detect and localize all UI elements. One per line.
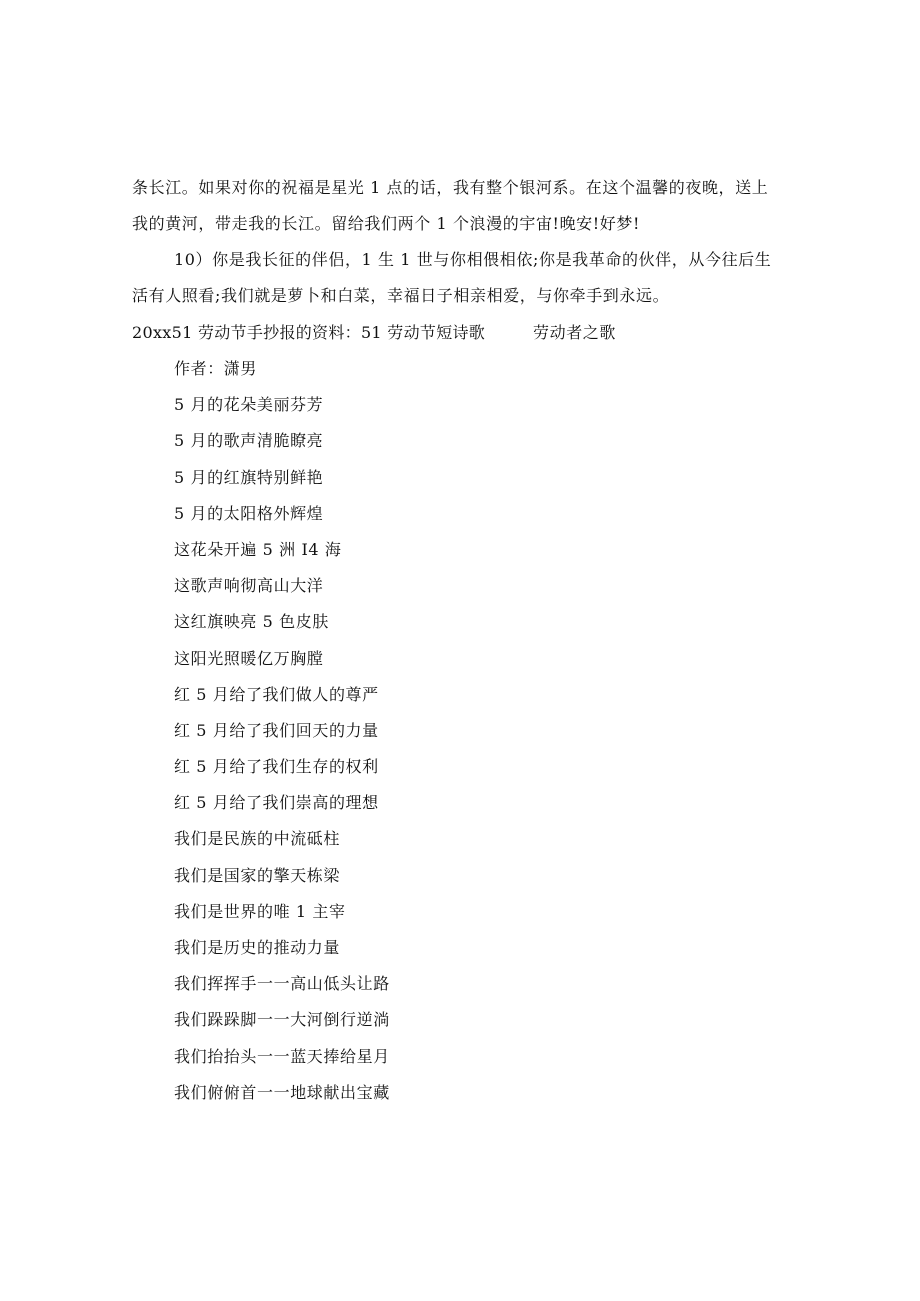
poem-line: 红 5 月给了我们崇高的理想: [174, 793, 379, 813]
paragraph-1-line-1: 条长江。如果对你的祝福是星光 1 点的话，我有整个银河系。在这个温馨的夜晚，送上: [132, 178, 769, 197]
paragraph-1-line-2: 我的黄河，带走我的长江。留给我们两个 1 个浪漫的宇宙!晚安!好梦!: [132, 214, 641, 233]
poem-line: 5 月的红旗特别鲜艳: [174, 467, 324, 487]
poem-line: 我们跺跺脚一一大河倒行逆淌: [174, 1010, 390, 1030]
poem-line: 这阳光照暖亿万胸膛: [174, 648, 324, 668]
poem-line: 这红旗映亮 5 色皮肤: [174, 612, 329, 632]
poem-line: 红 5 月给了我们回天的力量: [174, 720, 379, 740]
poem-body: [174, 359, 390, 1119]
poem-line: 5 月的歌声清脆瞭亮: [174, 431, 324, 451]
poem-line: 我们是国家的擎天栋梁: [174, 865, 341, 885]
poem-line: 这歌声响彻高山大洋: [174, 576, 324, 596]
poem-line: 我们抬抬头一一蓝天捧给星月: [174, 1046, 390, 1066]
poem-line: 我们挥挥手一一高山低头让路: [174, 974, 390, 994]
poem-author-line: 作者：潇男: [174, 359, 258, 378]
poem-line: 我们是历史的推动力量: [174, 938, 341, 957]
poem-line: 我们俯俯首一一地球献出宝藏: [174, 1082, 390, 1102]
paragraph-2-line-1: 10）你是我长征的伴侣，1 生 1 世与你相偎相依;你是我革命的伙伴，从今往后生: [174, 250, 772, 269]
paragraph-2-line-2: 活有人照看;我们就是萝卜和白菜，幸福日子相亲相爱，与你牵手到永远。: [132, 286, 670, 305]
poem-line: 5 月的太阳格外辉煌: [174, 503, 324, 523]
poem-line: 红 5 月给了我们生存的权利: [174, 757, 379, 777]
poem-line: 我们是世界的唯 1 主宰: [174, 901, 346, 921]
poem-title: 劳动者之歌: [533, 323, 617, 342]
poem-line: 红 5 月给了我们做人的尊严: [174, 684, 379, 704]
poem-line: 这花朵开遍 5 洲 I4 海: [174, 539, 342, 559]
section-heading: 20xx51 劳动节手抄报的资料：51 劳动节短诗歌: [132, 323, 486, 342]
poem-line: 5 月的花朵美丽芬芳: [174, 395, 324, 415]
poem-line: 我们是民族的中流砥柱: [174, 829, 341, 849]
